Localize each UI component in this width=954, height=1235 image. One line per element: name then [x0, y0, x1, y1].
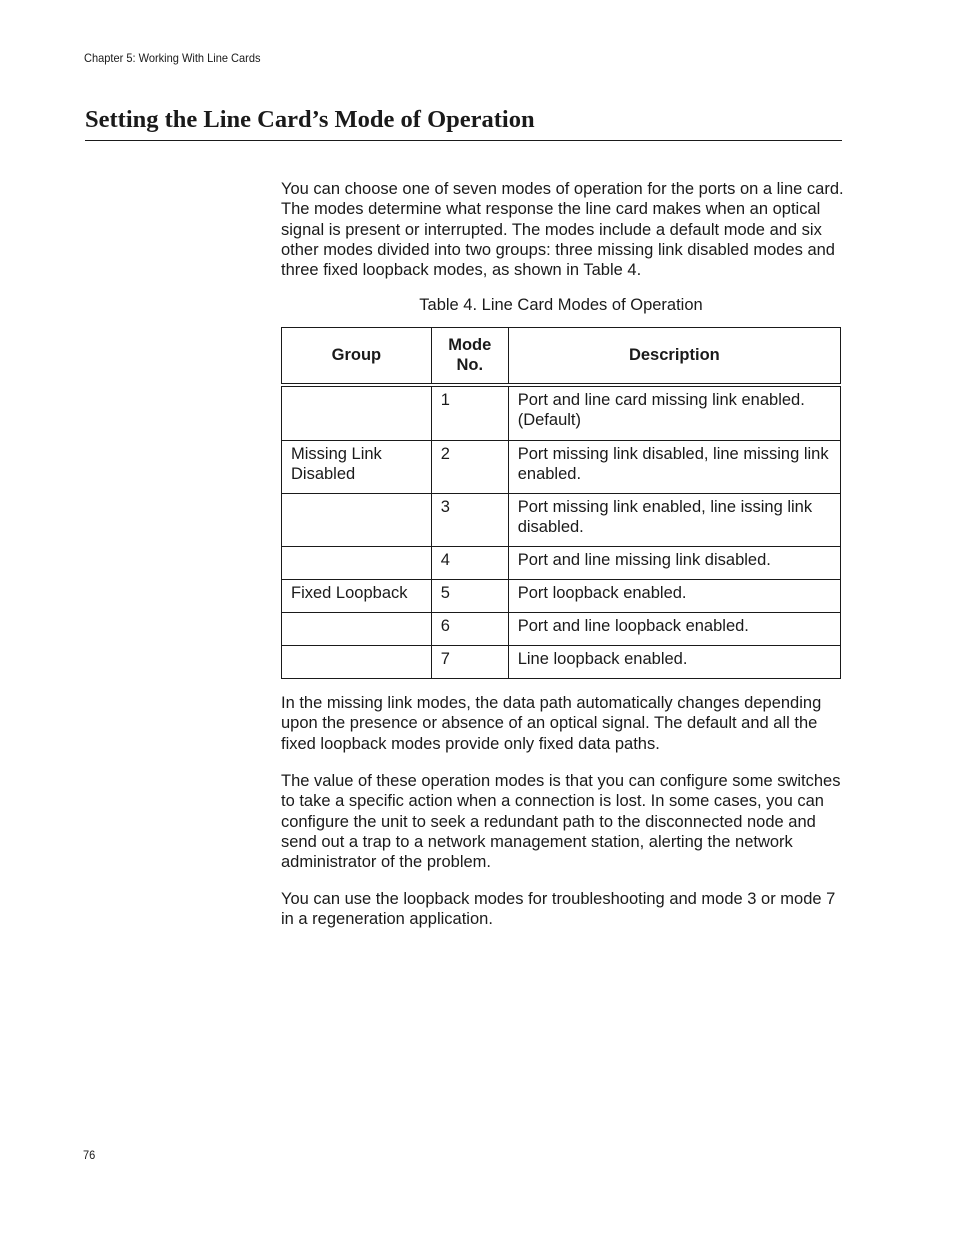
group-cell — [282, 646, 432, 679]
description-cell: Port loopback enabled. — [508, 580, 840, 613]
section-title: Setting the Line Card’s Mode of Operation — [85, 106, 535, 133]
loopback-paragraph: You can use the loopback modes for troubleshooting and mode 3 or mode 7 in a regeneration application. — [281, 890, 836, 929]
header-description: Description — [508, 328, 840, 386]
intro-paragraph: You can choose one of seven modes of operation for the ports on a line card. The modes determine what response the line card makes when an optical signal is present or interrupted. The modes include a default mode and six other modes divided into two groups: three missing link disabled modes and three fixed loopback modes, as shown in Table 4. — [281, 180, 844, 280]
description-cell: Port and line missing link disabled. — [508, 547, 840, 580]
chapter-header: Chapter 5: Working With Line Cards — [84, 51, 261, 65]
modes-table — [281, 327, 841, 679]
header-mode — [431, 328, 508, 386]
table-row — [282, 385, 841, 441]
mode-cell: 1 — [431, 385, 508, 441]
mode-cell: 6 — [431, 613, 508, 646]
description-cell: Port and line loopback enabled. — [508, 613, 840, 646]
table-row — [282, 441, 841, 494]
group-cell — [282, 494, 432, 547]
mode-cell: 4 — [431, 547, 508, 580]
description-cell: Port missing link enabled, line issing link disabled. — [508, 494, 840, 547]
value-paragraph: The value of these operation modes is that you can configure some switches to take a specific action when a connection is lost. In some cases, you can configure the unit to seek a redundant path to the disconnected node and send out a trap to a network management station, alerting the network administrator of the problem. — [281, 772, 841, 872]
missing-link-paragraph: In the missing link modes, the data path automatically changes depending upon the presence or absence of an optical signal. The default and all the fixed loopback modes provide only fixed data paths. — [281, 694, 822, 753]
table-row — [282, 580, 841, 613]
mode-cell: 5 — [431, 580, 508, 613]
description-cell: Line loopback enabled. — [508, 646, 840, 679]
page-number: 76 — [83, 1148, 96, 1162]
group-cell — [282, 547, 432, 580]
mode-cell: 7 — [431, 646, 508, 679]
group-cell: Fixed Loopback — [282, 580, 432, 613]
table-header-row — [282, 328, 841, 386]
description-cell: Port and line card missing link enabled. (Default) — [508, 385, 840, 441]
header-mode-line1: Mode — [448, 335, 492, 354]
mode-cell: 3 — [431, 494, 508, 547]
table-row — [282, 547, 841, 580]
table-row — [282, 494, 841, 547]
mode-cell: 2 — [431, 441, 508, 494]
title-rule — [85, 140, 842, 141]
header-group: Group — [282, 328, 432, 386]
group-cell — [282, 613, 432, 646]
table-row — [282, 646, 841, 679]
description-cell: Port missing link disabled, line missing link enabled. — [508, 441, 840, 494]
group-cell: Missing Link Disabled — [282, 441, 432, 494]
header-mode-line2: No. — [456, 356, 484, 374]
table-row — [282, 613, 841, 646]
group-cell — [282, 385, 432, 441]
table-caption: Table 4. Line Card Modes of Operation — [419, 296, 703, 314]
